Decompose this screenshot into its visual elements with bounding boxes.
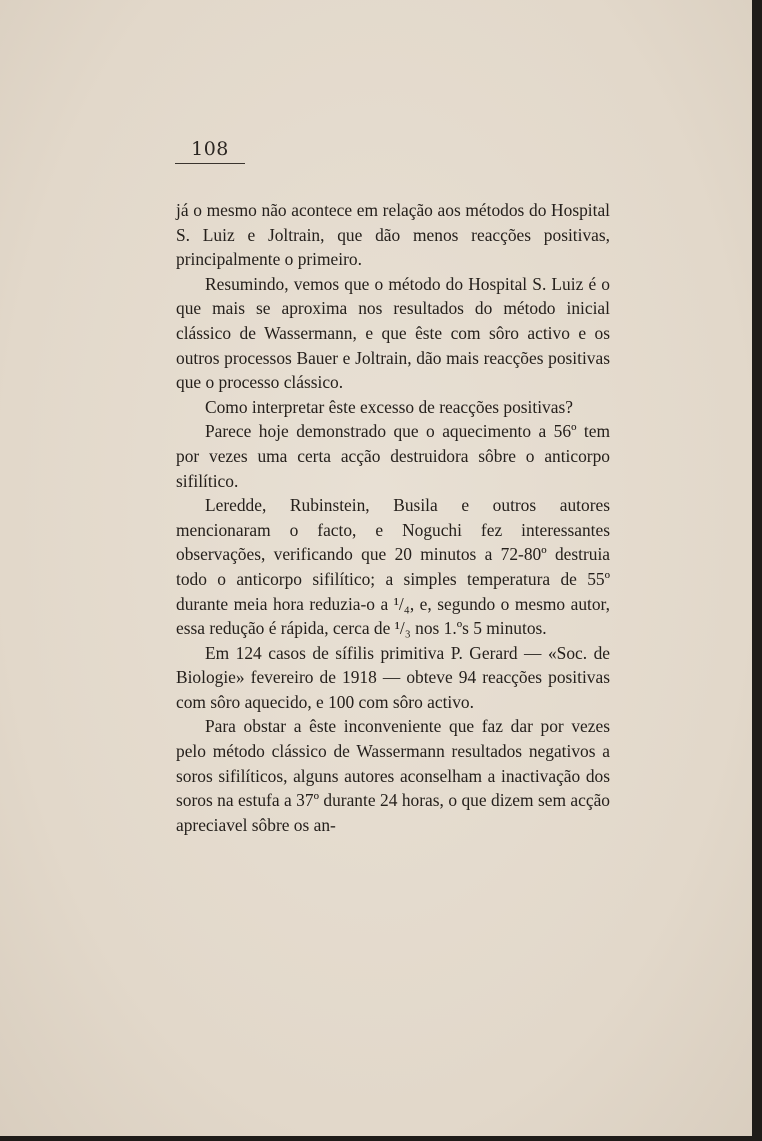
- page-edge-shadow: [752, 0, 762, 1141]
- page-number: 108: [191, 138, 229, 160]
- page-edge-bottom: [0, 1136, 762, 1141]
- body-text: [176, 198, 610, 837]
- paragraph-1: já o mesmo não acontece em relação aos métodos do Hospital S. Luiz e Joltrain, que dão menos reacções positivas, principalmente o primeiro.: [176, 200, 610, 270]
- paragraph-4: Parece hoje demonstrado que o aquecimento a 56º tem por vezes uma certa acção destruidora sôbre o anticorpo sifilítico.: [176, 421, 610, 491]
- paragraph-2: Resumindo, vemos que o método do Hospital S. Luiz é o que mais se aproxima nos resultados do método inicial clássico de Wassermann, e que êste com sôro activo e os outros processos Bauer e Joltrain, dão mais reacções positivas que o processo clássico.: [176, 273, 610, 393]
- page-number-rule: [175, 163, 245, 164]
- paragraph-3: Como interpretar êste excesso de reacções positivas?: [205, 396, 573, 417]
- paragraph-6: Em 124 casos de sífilis primitiva P. Gerard — «Soc. de Biologie» fevereiro de 1918 — obteve 94 reacções positivas com sôro aquecido, e 100 com sôro activo.: [176, 642, 610, 712]
- paragraph-7: Para obstar a êste inconveniente que faz dar por vezes pelo método clássico de Wassermann resultados negativos a soros sifilíticos, alguns autores aconselham a inactivação dos soros na estufa a 37º durante 24 horas, o que dizem sem acção apreciavel sôbre os an-: [176, 716, 610, 835]
- paragraph-5: Leredde, Rubinstein, Busila e outros autores mencionaram o facto, e Noguchi fez interessantes observações, verificando que 20 minutos a 72-80º destruia todo o anticorpo sifilítico; a simples temperatura de 55º durante meia hora reduzia-o a ¹/₄, e, segundo o mesmo autor, essa redução é rápida, cerca de ¹/₃ nos 1.ºs 5 minutos.: [176, 495, 610, 639]
